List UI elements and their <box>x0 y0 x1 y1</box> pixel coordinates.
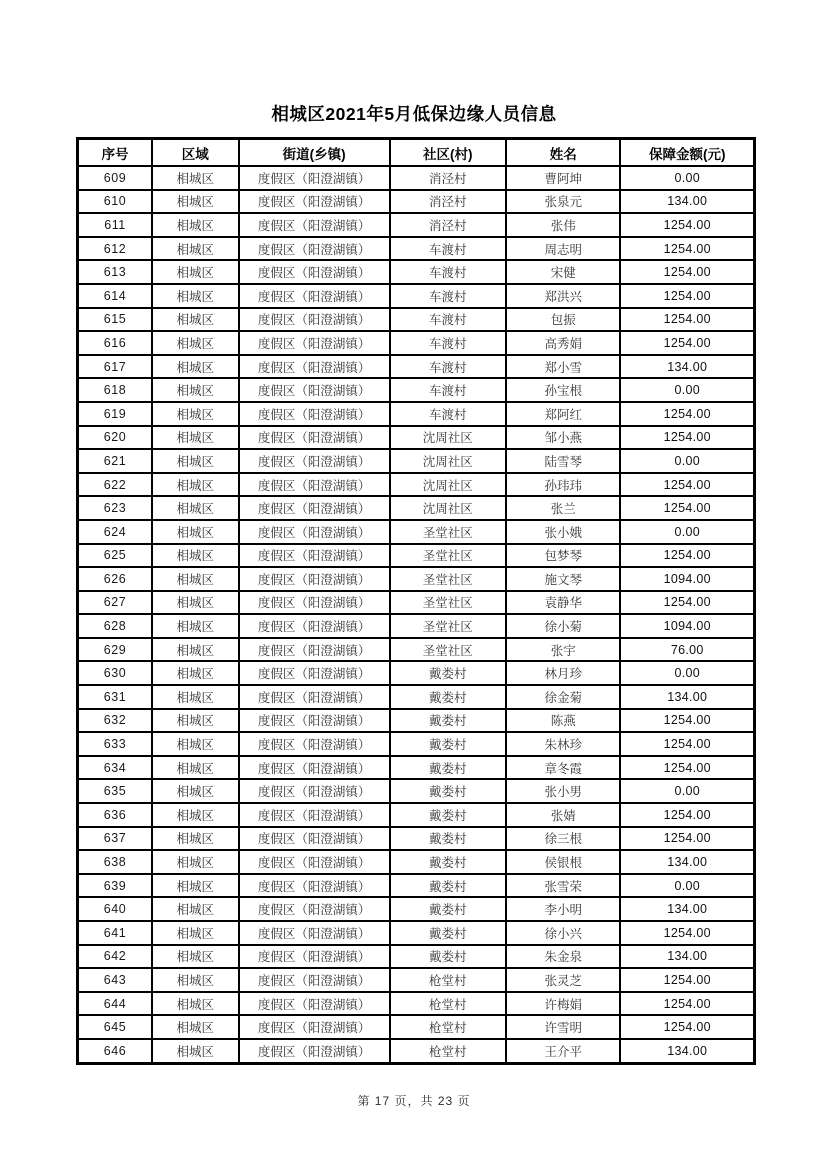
cell-amount: 1254.00 <box>620 260 754 284</box>
cell-street: 度假区（阳澄湖镇） <box>239 567 390 591</box>
cell-street: 度假区（阳澄湖镇） <box>239 331 390 355</box>
cell-region: 相城区 <box>152 968 239 992</box>
cell-region: 相城区 <box>152 756 239 780</box>
cell-name: 施文琴 <box>506 567 620 591</box>
table-row <box>78 190 755 214</box>
cell-seq: 632 <box>78 709 152 733</box>
cell-name: 陈燕 <box>506 709 620 733</box>
cell-amount: 0.00 <box>620 779 754 803</box>
cell-amount: 134.00 <box>620 355 754 379</box>
cell-region: 相城区 <box>152 992 239 1016</box>
table-row <box>78 308 755 332</box>
cell-region: 相城区 <box>152 166 239 190</box>
cell-amount: 134.00 <box>620 945 754 969</box>
cell-amount: 1254.00 <box>620 331 754 355</box>
cell-amount: 1254.00 <box>620 709 754 733</box>
cell-amount: 134.00 <box>620 850 754 874</box>
cell-seq: 622 <box>78 473 152 497</box>
cell-seq: 615 <box>78 308 152 332</box>
table-row <box>78 213 755 237</box>
cell-region: 相城区 <box>152 803 239 827</box>
cell-name: 张宇 <box>506 638 620 662</box>
cell-seq: 642 <box>78 945 152 969</box>
benefits-table <box>76 137 756 1065</box>
cell-region: 相城区 <box>152 779 239 803</box>
cell-street: 度假区（阳澄湖镇） <box>239 378 390 402</box>
cell-name: 王介平 <box>506 1039 620 1063</box>
cell-street: 度假区（阳澄湖镇） <box>239 874 390 898</box>
cell-amount: 1254.00 <box>620 992 754 1016</box>
cell-region: 相城区 <box>152 567 239 591</box>
cell-village: 枪堂村 <box>390 992 506 1016</box>
cell-street: 度假区（阳澄湖镇） <box>239 756 390 780</box>
cell-street: 度假区（阳澄湖镇） <box>239 709 390 733</box>
table-row <box>78 992 755 1016</box>
cell-amount: 1254.00 <box>620 308 754 332</box>
cell-street: 度假区（阳澄湖镇） <box>239 449 390 473</box>
column-header-seq: 序号 <box>78 139 152 167</box>
cell-village: 车渡村 <box>390 355 506 379</box>
table-row <box>78 874 755 898</box>
cell-name: 周志明 <box>506 237 620 261</box>
cell-name: 张灵芝 <box>506 968 620 992</box>
cell-amount: 0.00 <box>620 449 754 473</box>
cell-street: 度假区（阳澄湖镇） <box>239 544 390 568</box>
cell-region: 相城区 <box>152 685 239 709</box>
table-row <box>78 803 755 827</box>
cell-village: 枪堂村 <box>390 1039 506 1063</box>
cell-street: 度假区（阳澄湖镇） <box>239 661 390 685</box>
table-row <box>78 921 755 945</box>
cell-amount: 0.00 <box>620 520 754 544</box>
cell-amount: 134.00 <box>620 190 754 214</box>
cell-region: 相城区 <box>152 921 239 945</box>
cell-region: 相城区 <box>152 378 239 402</box>
cell-seq: 625 <box>78 544 152 568</box>
cell-amount: 1254.00 <box>620 496 754 520</box>
cell-street: 度假区（阳澄湖镇） <box>239 190 390 214</box>
cell-name: 张雪荣 <box>506 874 620 898</box>
cell-amount: 0.00 <box>620 378 754 402</box>
cell-street: 度假区（阳澄湖镇） <box>239 1039 390 1063</box>
cell-street: 度假区（阳澄湖镇） <box>239 260 390 284</box>
table-row <box>78 591 755 615</box>
cell-amount: 1254.00 <box>620 284 754 308</box>
table-row <box>78 496 755 520</box>
table-row <box>78 567 755 591</box>
cell-name: 徐小菊 <box>506 614 620 638</box>
cell-seq: 620 <box>78 426 152 450</box>
cell-amount: 1094.00 <box>620 614 754 638</box>
cell-region: 相城区 <box>152 591 239 615</box>
cell-region: 相城区 <box>152 850 239 874</box>
cell-name: 陆雪琴 <box>506 449 620 473</box>
table-row <box>78 166 755 190</box>
cell-village: 沈周社区 <box>390 449 506 473</box>
cell-region: 相城区 <box>152 449 239 473</box>
table-row <box>78 685 755 709</box>
page-number-footer: 第 17 页，共 23 页 <box>357 1094 471 1108</box>
cell-seq: 636 <box>78 803 152 827</box>
cell-village: 戴娄村 <box>390 709 506 733</box>
cell-name: 张小娥 <box>506 520 620 544</box>
table-row <box>78 355 755 379</box>
table-header-row <box>78 139 755 167</box>
cell-name: 孙宝根 <box>506 378 620 402</box>
cell-name: 章冬霞 <box>506 756 620 780</box>
cell-name: 张兰 <box>506 496 620 520</box>
cell-village: 沈周社区 <box>390 426 506 450</box>
cell-name: 包梦琴 <box>506 544 620 568</box>
cell-seq: 611 <box>78 213 152 237</box>
cell-region: 相城区 <box>152 945 239 969</box>
cell-region: 相城区 <box>152 473 239 497</box>
cell-name: 林月珍 <box>506 661 620 685</box>
cell-street: 度假区（阳澄湖镇） <box>239 992 390 1016</box>
cell-region: 相城区 <box>152 331 239 355</box>
cell-village: 消泾村 <box>390 190 506 214</box>
cell-amount: 1254.00 <box>620 544 754 568</box>
cell-seq: 623 <box>78 496 152 520</box>
cell-seq: 630 <box>78 661 152 685</box>
cell-region: 相城区 <box>152 308 239 332</box>
table-row <box>78 945 755 969</box>
cell-name: 张小男 <box>506 779 620 803</box>
cell-seq: 637 <box>78 827 152 851</box>
cell-region: 相城区 <box>152 827 239 851</box>
table-row <box>78 779 755 803</box>
cell-seq: 626 <box>78 567 152 591</box>
cell-village: 戴娄村 <box>390 803 506 827</box>
cell-village: 戴娄村 <box>390 897 506 921</box>
cell-street: 度假区（阳澄湖镇） <box>239 827 390 851</box>
cell-name: 宋健 <box>506 260 620 284</box>
cell-seq: 627 <box>78 591 152 615</box>
cell-region: 相城区 <box>152 897 239 921</box>
cell-village: 沈周社区 <box>390 496 506 520</box>
cell-village: 戴娄村 <box>390 756 506 780</box>
cell-street: 度假区（阳澄湖镇） <box>239 921 390 945</box>
cell-street: 度假区（阳澄湖镇） <box>239 237 390 261</box>
cell-region: 相城区 <box>152 614 239 638</box>
cell-seq: 644 <box>78 992 152 1016</box>
cell-street: 度假区（阳澄湖镇） <box>239 426 390 450</box>
cell-name: 郑小雪 <box>506 355 620 379</box>
cell-street: 度假区（阳澄湖镇） <box>239 402 390 426</box>
cell-amount: 1254.00 <box>620 426 754 450</box>
cell-seq: 610 <box>78 190 152 214</box>
cell-name: 曹阿坤 <box>506 166 620 190</box>
cell-village: 圣堂社区 <box>390 591 506 615</box>
cell-seq: 609 <box>78 166 152 190</box>
cell-street: 度假区（阳澄湖镇） <box>239 213 390 237</box>
cell-village: 车渡村 <box>390 308 506 332</box>
cell-seq: 643 <box>78 968 152 992</box>
cell-street: 度假区（阳澄湖镇） <box>239 591 390 615</box>
cell-amount: 1254.00 <box>620 968 754 992</box>
cell-region: 相城区 <box>152 661 239 685</box>
cell-street: 度假区（阳澄湖镇） <box>239 308 390 332</box>
cell-street: 度假区（阳澄湖镇） <box>239 355 390 379</box>
cell-seq: 621 <box>78 449 152 473</box>
cell-amount: 1254.00 <box>620 921 754 945</box>
cell-street: 度假区（阳澄湖镇） <box>239 473 390 497</box>
table-row <box>78 544 755 568</box>
cell-village: 枪堂村 <box>390 1015 506 1039</box>
cell-amount: 1254.00 <box>620 213 754 237</box>
cell-street: 度假区（阳澄湖镇） <box>239 968 390 992</box>
table-row <box>78 237 755 261</box>
cell-region: 相城区 <box>152 544 239 568</box>
table-row <box>78 897 755 921</box>
cell-seq: 616 <box>78 331 152 355</box>
cell-street: 度假区（阳澄湖镇） <box>239 850 390 874</box>
cell-seq: 634 <box>78 756 152 780</box>
cell-street: 度假区（阳澄湖镇） <box>239 779 390 803</box>
cell-amount: 0.00 <box>620 166 754 190</box>
column-header-region: 区域 <box>152 139 239 167</box>
cell-seq: 639 <box>78 874 152 898</box>
cell-village: 圣堂社区 <box>390 567 506 591</box>
cell-amount: 0.00 <box>620 874 754 898</box>
cell-seq: 614 <box>78 284 152 308</box>
table-row <box>78 968 755 992</box>
cell-name: 邹小燕 <box>506 426 620 450</box>
cell-village: 车渡村 <box>390 378 506 402</box>
cell-amount: 134.00 <box>620 897 754 921</box>
table-row <box>78 756 755 780</box>
table-body <box>78 166 755 1063</box>
cell-village: 车渡村 <box>390 331 506 355</box>
cell-region: 相城区 <box>152 402 239 426</box>
cell-street: 度假区（阳澄湖镇） <box>239 732 390 756</box>
cell-village: 枪堂村 <box>390 968 506 992</box>
column-header-street: 街道(乡镇) <box>239 139 390 167</box>
cell-village: 戴娄村 <box>390 685 506 709</box>
cell-street: 度假区（阳澄湖镇） <box>239 685 390 709</box>
cell-seq: 617 <box>78 355 152 379</box>
cell-village: 戴娄村 <box>390 850 506 874</box>
cell-name: 侯银根 <box>506 850 620 874</box>
cell-region: 相城区 <box>152 190 239 214</box>
cell-region: 相城区 <box>152 355 239 379</box>
table-row <box>78 402 755 426</box>
cell-name: 张伟 <box>506 213 620 237</box>
cell-amount: 134.00 <box>620 685 754 709</box>
column-header-name: 姓名 <box>506 139 620 167</box>
cell-name: 张泉元 <box>506 190 620 214</box>
cell-street: 度假区（阳澄湖镇） <box>239 166 390 190</box>
cell-name: 朱金泉 <box>506 945 620 969</box>
cell-village: 沈周社区 <box>390 473 506 497</box>
cell-region: 相城区 <box>152 874 239 898</box>
cell-amount: 1254.00 <box>620 473 754 497</box>
cell-street: 度假区（阳澄湖镇） <box>239 1015 390 1039</box>
cell-seq: 618 <box>78 378 152 402</box>
cell-village: 戴娄村 <box>390 827 506 851</box>
cell-amount: 1254.00 <box>620 756 754 780</box>
cell-street: 度假区（阳澄湖镇） <box>239 496 390 520</box>
cell-street: 度假区（阳澄湖镇） <box>239 945 390 969</box>
cell-region: 相城区 <box>152 260 239 284</box>
cell-region: 相城区 <box>152 1039 239 1063</box>
cell-name: 包振 <box>506 308 620 332</box>
cell-village: 车渡村 <box>390 284 506 308</box>
table-row <box>78 850 755 874</box>
table-row <box>78 520 755 544</box>
cell-seq: 624 <box>78 520 152 544</box>
cell-name: 张婧 <box>506 803 620 827</box>
cell-street: 度假区（阳澄湖镇） <box>239 897 390 921</box>
cell-region: 相城区 <box>152 237 239 261</box>
cell-region: 相城区 <box>152 213 239 237</box>
cell-amount: 76.00 <box>620 638 754 662</box>
cell-name: 徐三根 <box>506 827 620 851</box>
table-row <box>78 473 755 497</box>
cell-seq: 640 <box>78 897 152 921</box>
cell-name: 郑阿红 <box>506 402 620 426</box>
table-row <box>78 614 755 638</box>
table-row <box>78 378 755 402</box>
cell-name: 李小明 <box>506 897 620 921</box>
cell-village: 圣堂社区 <box>390 614 506 638</box>
cell-seq: 613 <box>78 260 152 284</box>
table-row <box>78 284 755 308</box>
cell-street: 度假区（阳澄湖镇） <box>239 520 390 544</box>
table-row <box>78 449 755 473</box>
cell-name: 孙玮玮 <box>506 473 620 497</box>
cell-street: 度假区（阳澄湖镇） <box>239 614 390 638</box>
cell-amount: 134.00 <box>620 1039 754 1063</box>
table-row <box>78 1039 755 1063</box>
cell-village: 消泾村 <box>390 166 506 190</box>
cell-village: 戴娄村 <box>390 874 506 898</box>
cell-name: 徐金菊 <box>506 685 620 709</box>
cell-region: 相城区 <box>152 732 239 756</box>
cell-street: 度假区（阳澄湖镇） <box>239 803 390 827</box>
table-row <box>78 732 755 756</box>
cell-seq: 635 <box>78 779 152 803</box>
cell-name: 许雪明 <box>506 1015 620 1039</box>
cell-region: 相城区 <box>152 284 239 308</box>
cell-village: 车渡村 <box>390 402 506 426</box>
table-row <box>78 709 755 733</box>
cell-name: 袁静华 <box>506 591 620 615</box>
cell-village: 消泾村 <box>390 213 506 237</box>
cell-seq: 646 <box>78 1039 152 1063</box>
cell-name: 朱林珍 <box>506 732 620 756</box>
table-row <box>78 331 755 355</box>
column-header-village: 社区(村) <box>390 139 506 167</box>
cell-village: 戴娄村 <box>390 779 506 803</box>
cell-amount: 1254.00 <box>620 237 754 261</box>
cell-region: 相城区 <box>152 520 239 544</box>
cell-amount: 1254.00 <box>620 827 754 851</box>
cell-region: 相城区 <box>152 1015 239 1039</box>
cell-seq: 645 <box>78 1015 152 1039</box>
cell-village: 圣堂社区 <box>390 544 506 568</box>
page-title: 相城区2021年5月低保边缘人员信息 <box>271 104 557 124</box>
cell-amount: 1254.00 <box>620 1015 754 1039</box>
cell-amount: 1254.00 <box>620 591 754 615</box>
cell-amount: 1094.00 <box>620 567 754 591</box>
cell-seq: 628 <box>78 614 152 638</box>
table-row <box>78 260 755 284</box>
cell-region: 相城区 <box>152 426 239 450</box>
cell-village: 戴娄村 <box>390 732 506 756</box>
cell-seq: 612 <box>78 237 152 261</box>
cell-seq: 641 <box>78 921 152 945</box>
cell-region: 相城区 <box>152 496 239 520</box>
table-row <box>78 1015 755 1039</box>
cell-street: 度假区（阳澄湖镇） <box>239 638 390 662</box>
cell-amount: 1254.00 <box>620 803 754 827</box>
table-row <box>78 426 755 450</box>
cell-village: 圣堂社区 <box>390 520 506 544</box>
table-row <box>78 661 755 685</box>
cell-seq: 619 <box>78 402 152 426</box>
cell-seq: 638 <box>78 850 152 874</box>
cell-name: 徐小兴 <box>506 921 620 945</box>
table-row <box>78 827 755 851</box>
cell-village: 车渡村 <box>390 260 506 284</box>
column-header-amount: 保障金额(元) <box>620 139 754 167</box>
cell-name: 高秀娟 <box>506 331 620 355</box>
cell-amount: 1254.00 <box>620 402 754 426</box>
cell-seq: 631 <box>78 685 152 709</box>
cell-village: 圣堂社区 <box>390 638 506 662</box>
cell-amount: 0.00 <box>620 661 754 685</box>
cell-name: 郑洪兴 <box>506 284 620 308</box>
cell-region: 相城区 <box>152 638 239 662</box>
cell-village: 戴娄村 <box>390 945 506 969</box>
cell-street: 度假区（阳澄湖镇） <box>239 284 390 308</box>
cell-region: 相城区 <box>152 709 239 733</box>
cell-seq: 629 <box>78 638 152 662</box>
cell-seq: 633 <box>78 732 152 756</box>
cell-village: 戴娄村 <box>390 921 506 945</box>
cell-village: 车渡村 <box>390 237 506 261</box>
cell-village: 戴娄村 <box>390 661 506 685</box>
cell-amount: 1254.00 <box>620 732 754 756</box>
cell-name: 许梅娟 <box>506 992 620 1016</box>
table-row <box>78 638 755 662</box>
